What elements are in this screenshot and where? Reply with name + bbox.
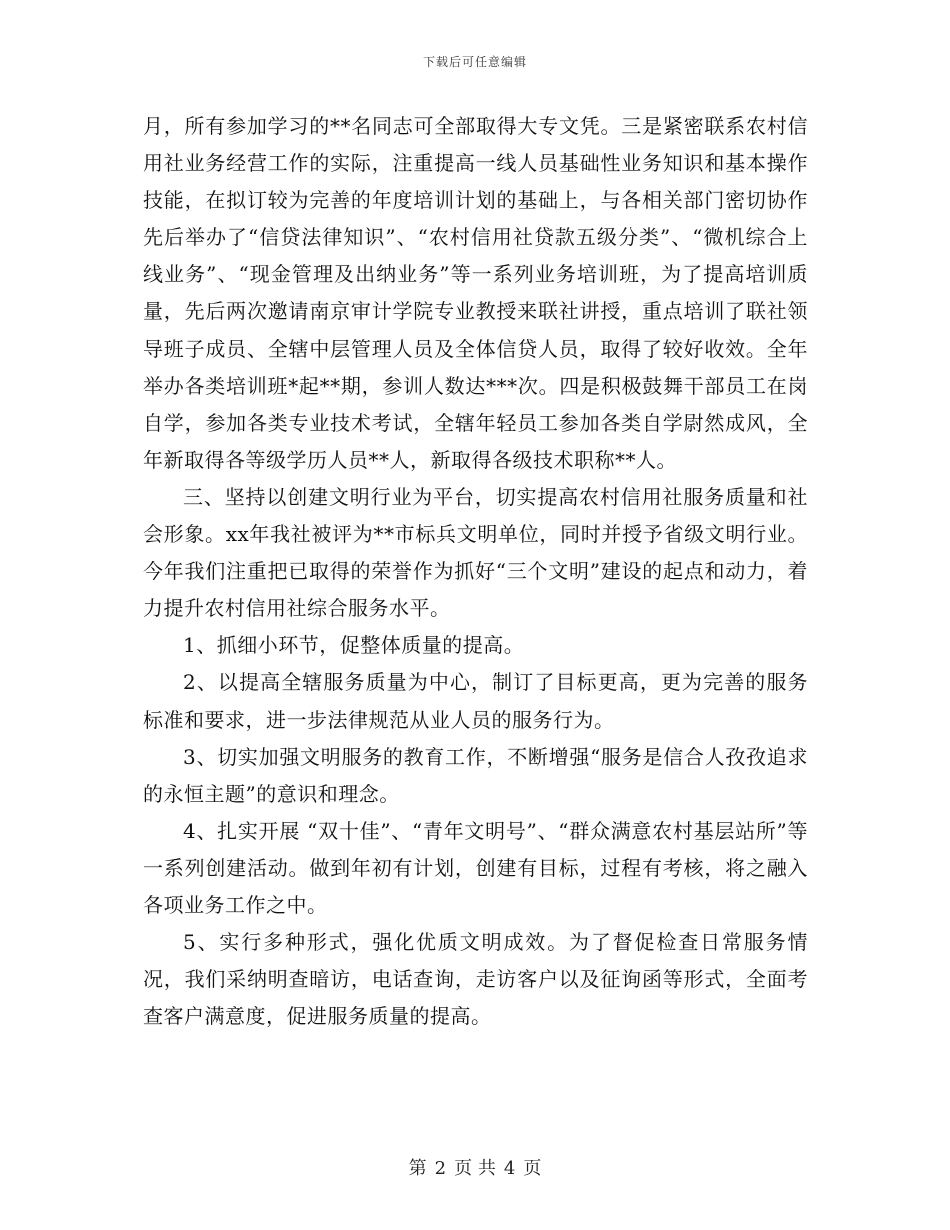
footer-prefix: 第 xyxy=(408,1158,427,1179)
paragraph-continued-training: 月，所有参加学习的**名同志可全部取得大专文凭。三是紧密联系农村信用社业务经营工作的实际，注重提高一线人员基础性业务知识和基本操作技能，在拟订较为完善的年度培训计划的基础上，与各相关部门密切协作先后举办了“信贷法律知识”、“农村信用社贷款五级分类”、“微机综合上线业务”、“现金管理及出纳业务”等一系列业务培训班，为了提高培训质量，先后两次邀请南京审计学院专业教授来联社讲授，重点培训了联社领导班子成员、全辖中层管理人员及全体信贷人员，取得了较好收效。全年举办各类培训班*起**期，参训人数达***次。四是积极鼓舞干部员工在岗自学，参加各类专业技术考试，全辖年轻员工参加各类自学尉然成风，全年新取得各等级学历人员**人，新取得各级技术职称**人。 xyxy=(143,114,808,472)
page-footer xyxy=(0,1154,950,1180)
footer-current-page: 2 xyxy=(434,1158,447,1179)
paragraph-section-three: 三、坚持以创建文明行业为平台，切实提高农村信用社服务质量和社会形象。xx年我社被评为**市标兵文明单位，同时并授予省级文明行业。今年我们注重把已取得的荣誉作为抓好“三个文明”建设的起点和动力，着力提升农村信用社综合服务水平。 xyxy=(143,484,808,621)
paragraph-item-5: 5、实行多种形式，强化优质文明成效。为了督促检查日常服务情况，我们采纳明查暗访，电话查询，走访客户以及征询函等形式，全面考查客户满意度，促进服务质量的提高。 xyxy=(143,930,808,1029)
footer-suffix: 页 xyxy=(523,1158,542,1179)
paragraph-item-2: 2、以提高全辖服务质量为中心，制订了目标更高，更为完善的服务标准和要求，进一步法律规范从业人员的服务行为。 xyxy=(143,670,808,732)
page-header: 下载后可任意编辑 xyxy=(422,55,527,69)
paragraph-item-1: 1、抓细小环节，促整体质量的提高。 xyxy=(183,633,525,658)
paragraph-item-4: 4、扎实开展 “双十佳”、“青年文明号”、“群众满意农村基层站所”等一系列创建活动。做到年初有计划，创建有目标，过程有考核，将之融入各项业务工作之中。 xyxy=(143,818,808,917)
paragraph-item-3: 3、切实加强文明服务的教育工作，不断增强“服务是信合人孜孜追求的永恒主题”的意识和理念。 xyxy=(143,744,808,806)
footer-middle: 页 共 xyxy=(454,1158,496,1179)
document-body xyxy=(143,108,808,1035)
footer-total-pages: 4 xyxy=(503,1158,516,1179)
